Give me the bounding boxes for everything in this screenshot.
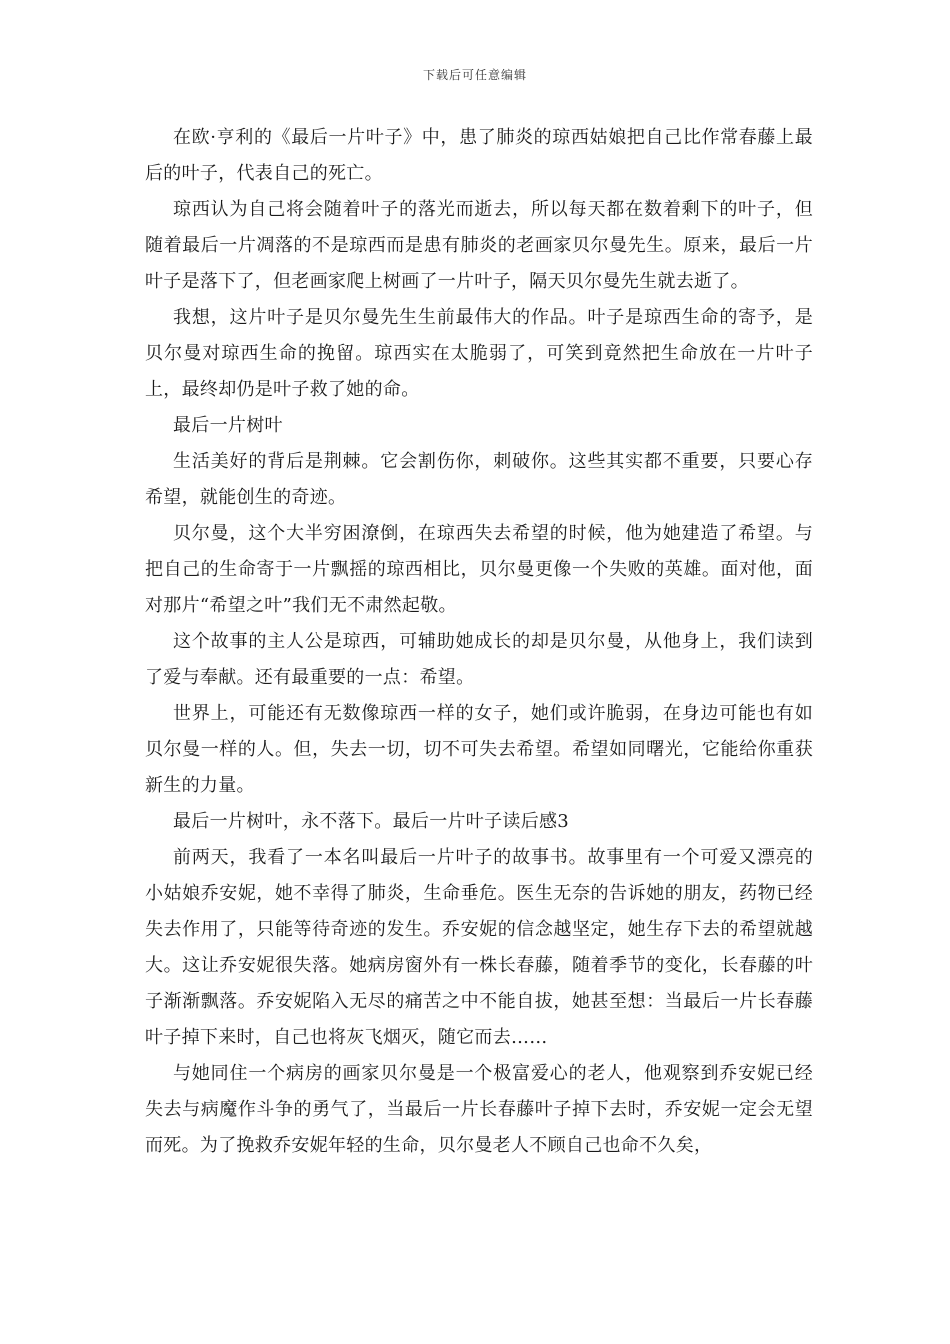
paragraph: 世界上，可能还有无数像琼西一样的女子，她们或许脆弱，在身边可能也有如贝尔曼一样的人。但，失去一切，切不可失去希望。希望如同曙光，它能给你重获新生的力量。 xyxy=(145,703,813,796)
document-body xyxy=(145,120,813,1164)
paragraph: 前两天，我看了一本名叫最后一片叶子的故事书。故事里有一个可爱又漂亮的小姑娘乔安妮，她不幸得了肺炎，生命垂危。医生无奈的告诉她的朋友，药物已经失去作用了，只能等待奇迹的发生。乔安妮的信念越坚定，她生存下去的希望就越大。这让乔安妮很失落。她病房窗外有一株长春藤，随着季节的变化，长春藤的叶子渐渐飘落。乔安妮陷入无尽的痛苦之中不能自拔，她甚至想：当最后一片长春藤叶子掉下来时，自己也将灰飞烟灭，随它而去…… xyxy=(145,847,813,1048)
paragraph: 生活美好的背后是荆棘。它会割伤你，刺破你。这些其实都不重要，只要心存希望，就能创生的奇迹。 xyxy=(145,451,813,508)
section-heading: 最后一片树叶 xyxy=(173,415,283,436)
paragraph: 贝尔曼，这个大半穷困潦倒，在琼西失去希望的时候，他为她建造了希望。与把自己的生命寄于一片飘摇的琼西相比，贝尔曼更像一个失败的英雄。面对他，面对那片“希望之叶”我们无不肃然起敬。 xyxy=(145,523,813,616)
page-header: 下载后可任意编辑 xyxy=(422,68,527,82)
paragraph: 我想，这片叶子是贝尔曼先生生前最伟大的作品。叶子是琼西生命的寄予，是贝尔曼对琼西生命的挽留。琼西实在太脆弱了，可笑到竟然把生命放在一片叶子上，最终却仍是叶子救了她的命。 xyxy=(145,307,813,400)
paragraph: 琼西认为自己将会随着叶子的落光而逝去，所以每天都在数着剩下的叶子，但随着最后一片凋落的不是琼西而是患有肺炎的老画家贝尔曼先生。原来，最后一片叶子是落下了，但老画家爬上树画了一片叶子，隔天贝尔曼先生就去逝了。 xyxy=(145,199,813,292)
paragraph: 在欧·亨利的《最后一片叶子》中，患了肺炎的琼西姑娘把自己比作常春藤上最后的叶子，代表自己的死亡。 xyxy=(145,127,813,184)
paragraph: 与她同住一个病房的画家贝尔曼是一个极富爱心的老人，他观察到乔安妮已经失去与病魔作斗争的勇气了，当最后一片长春藤叶子掉下去时，乔安妮一定会无望而死。为了挽救乔安妮年轻的生命，贝尔曼老人不顾自己也命不久矣， xyxy=(145,1063,813,1156)
paragraph: 最后一片树叶，永不落下。最后一片叶子读后感3 xyxy=(173,811,570,832)
paragraph: 这个故事的主人公是琼西，可辅助她成长的却是贝尔曼，从他身上，我们读到了爱与奉献。还有最重要的一点：希望。 xyxy=(145,631,813,688)
